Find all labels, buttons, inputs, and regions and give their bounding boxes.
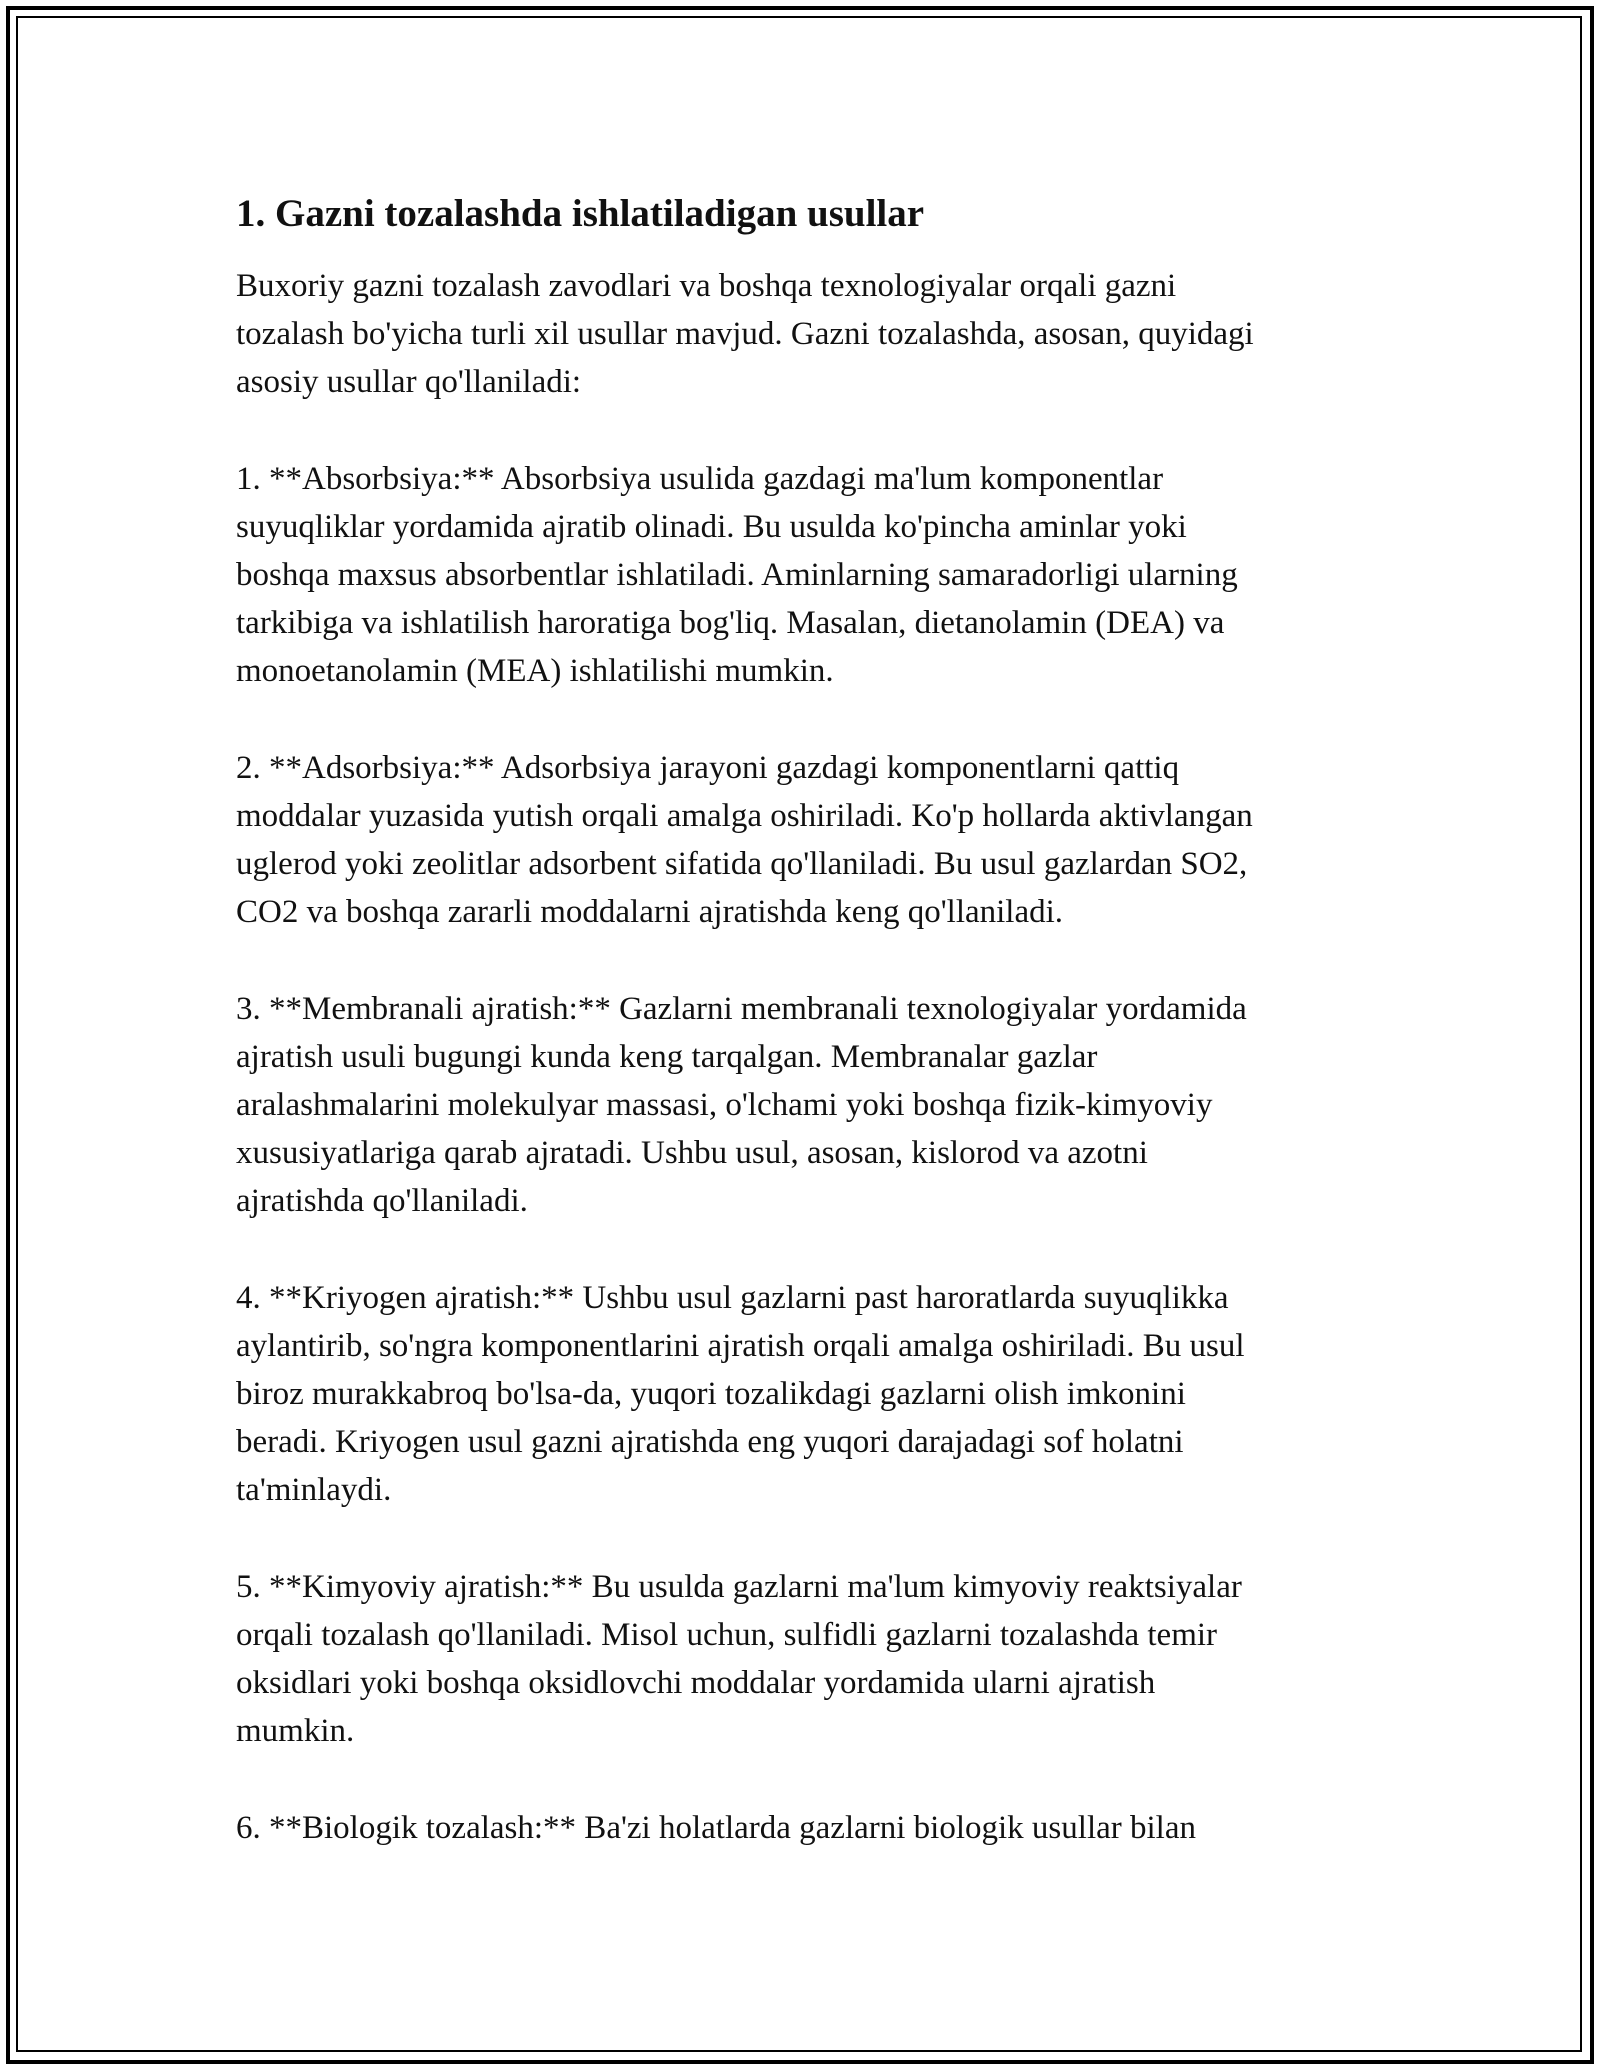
text-line: tarkibiga va ishlatilish haroratiga bog'liq. Masalan, dietanolamin (DEA) va [236,605,1225,641]
document-body [236,190,1386,1852]
text-line: oksidlari yoki boshqa oksidlovchi moddalar yordamida ularni ajratish [236,1665,1156,1701]
text-line: ta'minlaydi. [236,1472,392,1508]
text-line: 4. **Kriyogen ajratish:** Ushbu usul gazlarni past haroratlarda suyuqlikka [236,1280,1229,1316]
text-line: aylantirib, so'ngra komponentlarini ajratish orqali amalga oshiriladi. Bu usul [236,1328,1245,1364]
text-line: orqali tozalash qo'llaniladi. Misol uchun, sulfidli gazlarni tozalashda temir [236,1617,1218,1653]
text-line: ajratishda qo'llaniladi. [236,1183,528,1219]
text-line: monoetanolamin (MEA) ishlatilishi mumkin. [236,653,834,689]
text-line: boshqa maxsus absorbentlar ishlatiladi. Aminlarning samaradorligi ularning [236,557,1238,593]
paragraph [236,262,1386,406]
text-line: CO2 va boshqa zararli moddalarni ajratishda keng qo'llaniladi. [236,894,1064,930]
text-line: 1. **Absorbsiya:** Absorbsiya usulida gazdagi ma'lum komponentlar [236,461,1164,497]
text-line: Buxoriy gazni tozalash zavodlari va boshqa texnologiyalar orqali gazni [236,268,1177,304]
text-line: beradi. Kriyogen usul gazni ajratishda eng yuqori darajadagi sof holatni [236,1424,1184,1460]
text-line: biroz murakkabroq bo'lsa-da, yuqori tozalikdagi gazlarni olish imkonini [236,1376,1186,1412]
text-line: ajratish usuli bugungi kunda keng tarqalgan. Membranalar gazlar [236,1039,1098,1075]
text-line: aralashmalarini molekulyar massasi, o'lchami yoki boshqa fizik-kimyoviy [236,1087,1213,1123]
text-line: suyuqliklar yordamida ajratib olinadi. Bu usulda ko'pincha aminlar yoki [236,509,1187,545]
text-line: 2. **Adsorbsiya:** Adsorbsiya jarayoni gazdagi komponentlarni qattiq [236,750,1180,786]
text-line: xususiyatlariga qarab ajratadi. Ushbu usul, asosan, kislorod va azotni [236,1135,1148,1171]
text-line: 3. **Membranali ajratish:** Gazlarni membranali texnologiyalar yordamida [236,991,1247,1027]
text-line: 5. **Kimyoviy ajratish:** Bu usulda gazlarni ma'lum kimyoviy reaktsiyalar [236,1569,1242,1605]
text-line: uglerod yoki zeolitlar adsorbent sifatida qo'llaniladi. Bu usul gazlardan SO2, [236,846,1248,882]
text-line: 6. **Biologik tozalash:** Ba'zi holatlarda gazlarni biologik usullar bilan [236,1810,1196,1846]
text-line: moddalar yuzasida yutish orqali amalga oshiriladi. Ko'p hollarda aktivlangan [236,798,1253,834]
section-heading: 1. Gazni tozalashda ishlatiladigan usullar [236,192,925,235]
paragraph [236,744,1386,936]
text-line: mumkin. [236,1713,355,1749]
paragraph [236,1563,1386,1755]
paragraph [236,455,1386,695]
text-line: tozalash bo'yicha turli xil usullar mavjud. Gazni tozalashda, asosan, quyidagi [236,316,1254,352]
paragraph [236,985,1386,1225]
text-line: asosiy usullar qo'llaniladi: [236,364,582,400]
paragraph [236,1274,1386,1514]
paragraph [236,1804,1386,1852]
paragraph-list [236,262,1386,1852]
